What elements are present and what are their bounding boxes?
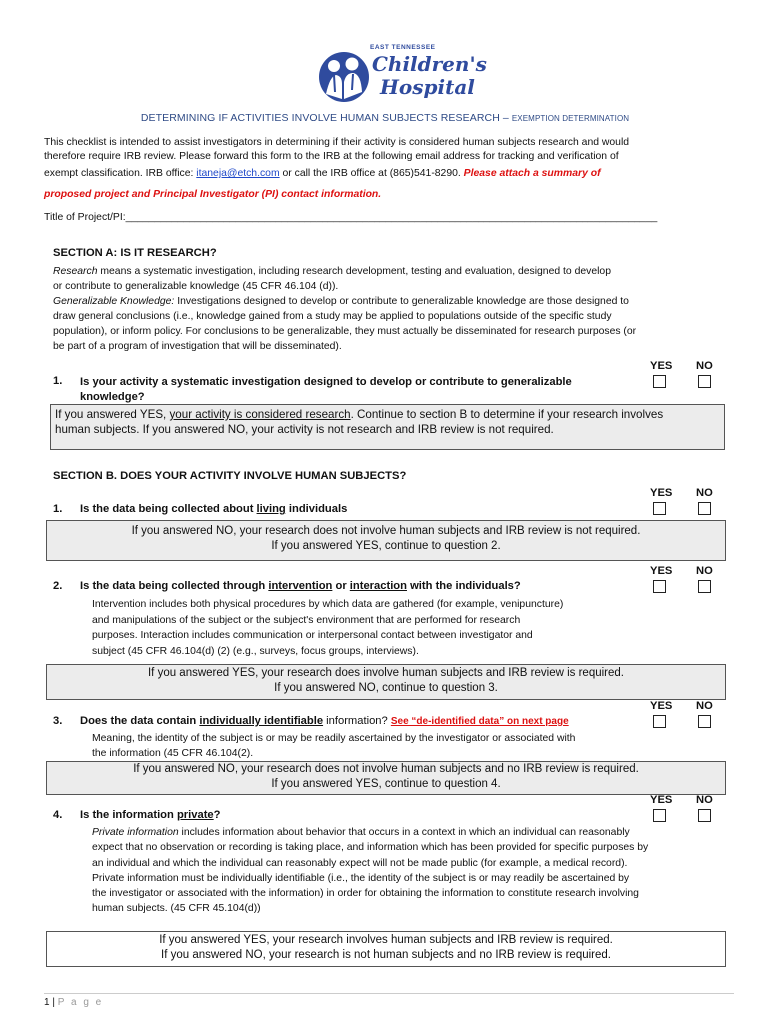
- hospital-logo: [318, 44, 487, 104]
- b-q3-number: 3.: [53, 715, 63, 727]
- b-q3-no-label: NO: [696, 700, 713, 712]
- a-q1-no-label: NO: [696, 360, 713, 372]
- b-q2-number: 2.: [53, 580, 63, 592]
- b-q2-no-checkbox[interactable]: [698, 580, 711, 593]
- b-q4-number: 4.: [53, 809, 63, 821]
- intro-line1: This checklist is intended to assist investigators in determining if their activity is considered human subjects research and would: [44, 137, 630, 148]
- b-q3-result-box: If you answered NO, your research does not involve human subjects and no IRB review is required. If you answered YES, continue to question 4.: [46, 761, 726, 795]
- b-q4-description: Private information includes information about behavior that occurs in a context in which an individual can reasonably expect that no observation or recording is taking place, and information which has been provided for specific purposes by an individual and which the individual can reasonably expect will not be made public (for example, a medical record). Private information must be individually identifiable (i.e., the identity of the subject is or may readily be ascertained by the investigator or associated with the information) in order for obtaining the information to constitute research involving human subjects. (45 CFR 45.104(d)): [92, 827, 649, 915]
- b-q2-no-label: NO: [696, 565, 713, 577]
- b-q1-number: 1.: [53, 503, 63, 515]
- b-q4-no-checkbox[interactable]: [698, 809, 711, 822]
- section-b-heading: SECTION B. DOES YOUR ACTIVITY INVOLVE HUMAN SUBJECTS?: [53, 470, 407, 482]
- attach-note: Please attach a summary of: [463, 168, 601, 179]
- attach-note-line2: proposed project and Principal Investigator (PI) contact information.: [44, 189, 382, 200]
- a-q1-number: 1.: [53, 375, 63, 387]
- b-q4-no-label: NO: [696, 794, 713, 806]
- b-q2-text: Is the data being collected through intervention or interaction with the individuals?: [80, 580, 521, 592]
- a-q1-yes-label: YES: [650, 360, 673, 372]
- b-q3-text: Does the data contain individually identifiable information? See “de-identified data” on next page: [80, 715, 569, 727]
- b-q4-yes-label: YES: [650, 794, 673, 806]
- b-q1-result-box: If you answered NO, your research does not involve human subjects and IRB review is not required. If you answered YES, continue to question 2.: [46, 520, 726, 561]
- b-q4-result-box: If you answered YES, your research involves human subjects and IRB review is required. If you answered NO, your research is not human subjects and no IRB review is required.: [46, 931, 726, 967]
- logo-top-text: EAST TENNESSEE: [370, 44, 436, 51]
- section-a-heading: SECTION A: IS IT RESEARCH?: [53, 247, 217, 259]
- b-q4-text: Is the information private?: [80, 809, 221, 821]
- b-q3-yes-label: YES: [650, 700, 673, 712]
- b-q3-description: Meaning, the identity of the subject is or may be readily ascertained by the investigator or associated with the information (45 CFR 46.104(2).: [92, 733, 576, 759]
- logo-line2: Hospital: [380, 75, 475, 99]
- title-of-project-field[interactable]: Title of Project/PI:____________________________________________________________________________________________: [44, 212, 658, 223]
- b-q1-text: Is the data being collected about living individuals: [80, 503, 348, 515]
- intro-line3: exempt classification. IRB office: itaneja@etch.com or call the IRB office at (865)541-8290. Please attach a summary of: [44, 168, 601, 179]
- logo-line1: Children's: [372, 52, 487, 76]
- a-q1-no-checkbox[interactable]: [698, 375, 711, 388]
- a-q1-text: Is your activity a systematic investigation designed to develop or contribute to generalizable knowledge?: [80, 376, 572, 403]
- irb-email-link[interactable]: itaneja@etch.com: [196, 168, 280, 179]
- b-q2-yes-checkbox[interactable]: [653, 580, 666, 593]
- b-q2-result-box: If you answered YES, your research does involve human subjects and IRB review is required. If you answered NO, continue to question 3.: [46, 664, 726, 700]
- intro-line2: therefore require IRB review. Please forward this form to the IRB at the following email address for tracking and verification of: [44, 151, 619, 162]
- b-q1-no-checkbox[interactable]: [698, 502, 711, 515]
- b-q1-yes-checkbox[interactable]: [653, 502, 666, 515]
- page-title: DETERMINING IF ACTIVITIES INVOLVE HUMAN SUBJECTS RESEARCH – EXEMPTION DETERMINATION: [140, 112, 630, 124]
- a-q1-result-box: If you answered YES, your activity is considered research. Continue to section B to determine if your research involves human subjects. If you answered NO, your activity is not research and IRB review is not required.: [50, 404, 725, 450]
- b-q4-yes-checkbox[interactable]: [653, 809, 666, 822]
- b-q3-no-checkbox[interactable]: [698, 715, 711, 728]
- see-deidentified-link[interactable]: See “de-identified data” on next page: [390, 716, 569, 727]
- footer-rule: [44, 993, 734, 994]
- b-q2-description: Intervention includes both physical procedures by which data are gathered (for example, venipuncture) and manipulations of the subject or the subject's environment that are performed for research purposes. Interaction includes communication or interpersonal contact between investigator and subject (45 CFR 46.104(d) (2) (e.g., surveys, focus groups, interviews).: [92, 599, 564, 657]
- b-q1-yes-label: YES: [650, 487, 673, 499]
- research-definition: Research means a systematic investigation, including research development, testing and evaluation, designed to develop or contribute to generalizable knowledge (45 CFR 46.104 (d)). Generalizable Knowledge: Investigations designed to develop or contribute to generalizable knowledge are those designed to draw general conclusions (i.e., knowledge gained from a study may be applied to populations outside of the specific study population), or inform policy. For conclusions to be generalizable, they must actually be disseminated for research purposes (or be part of a program of investigation that will be disseminated).: [53, 266, 637, 352]
- page-footer: 1 | P a g e: [44, 997, 104, 1008]
- b-q2-yes-label: YES: [650, 565, 673, 577]
- b-q3-yes-checkbox[interactable]: [653, 715, 666, 728]
- b-q1-no-label: NO: [696, 487, 713, 499]
- a-q1-yes-checkbox[interactable]: [653, 375, 666, 388]
